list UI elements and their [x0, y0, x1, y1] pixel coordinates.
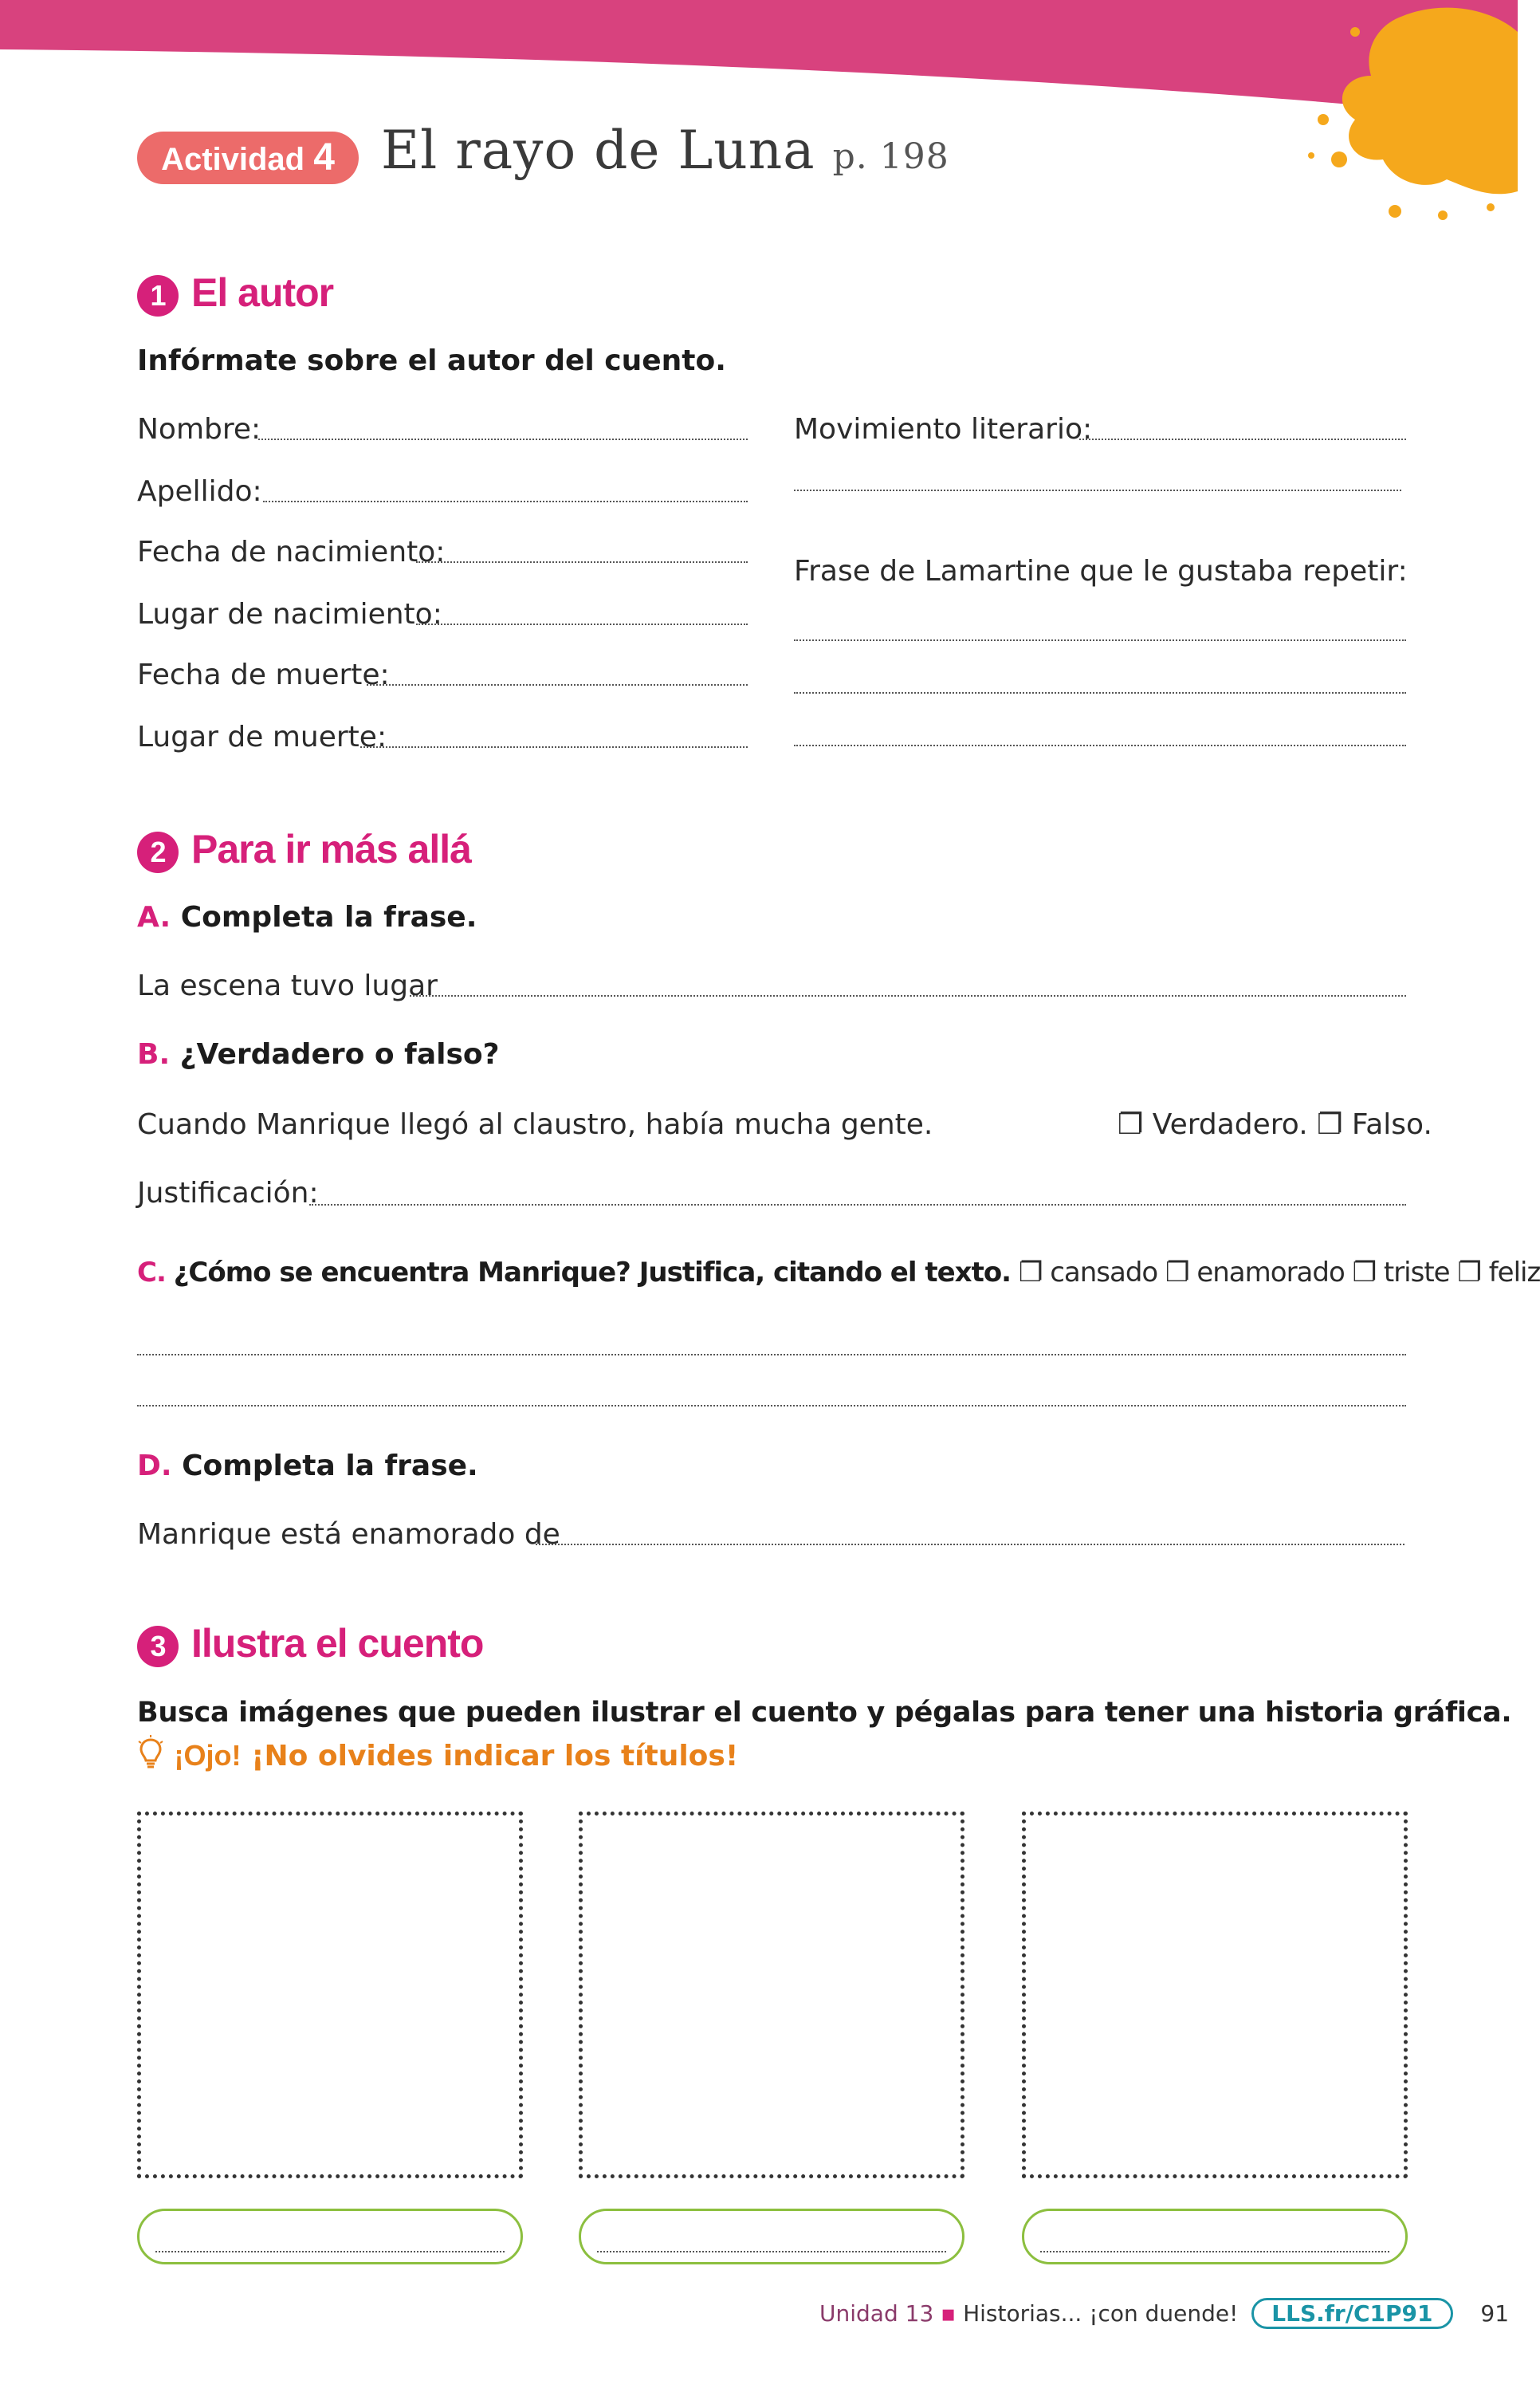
section-3-heading	[137, 1620, 483, 1667]
field-line-frase-1[interactable]	[794, 639, 1406, 641]
question-c-text: ¿Cómo se encuentra Manrique? Justifica, citando el texto.	[173, 1257, 1012, 1288]
field-line-lugar-nacimiento[interactable]	[416, 624, 748, 625]
caption-line-2	[597, 2251, 946, 2252]
section-2-number: 2	[137, 832, 179, 873]
tip-ojo: ¡Ojo!	[174, 1739, 242, 1772]
page-reference: p. 198	[832, 136, 949, 177]
question-a-heading	[137, 901, 477, 934]
checkbox-feliz[interactable]: ❐	[1457, 1257, 1481, 1288]
page-title-text: El rayo de Luna	[381, 120, 815, 181]
field-line-fecha-muerte[interactable]	[367, 684, 748, 686]
question-d-letter: D.	[137, 1450, 172, 1482]
section-3-instruction: Busca imágenes que pueden ilustrar el cuento y pégalas para tener una historia gráfica.	[137, 1697, 1512, 1729]
option-triste-label: triste	[1383, 1257, 1450, 1288]
section-3-tip	[137, 1735, 738, 1772]
option-cansado-label: cansado	[1050, 1257, 1158, 1288]
option-falso-label: Falso.	[1351, 1108, 1432, 1141]
footer	[819, 2298, 1509, 2329]
activity-badge-number: 4	[313, 136, 335, 179]
question-a-answer-line[interactable]	[410, 995, 1406, 997]
field-label-movimiento: Movimiento literario:	[794, 413, 1093, 446]
section-1-instruction: Infórmate sobre el autor del cuento.	[137, 344, 726, 377]
field-label-fecha-nacimiento: Fecha de nacimiento:	[137, 536, 446, 568]
question-b-justification-line[interactable]	[309, 1204, 1406, 1206]
field-line-movimiento[interactable]	[1079, 439, 1406, 440]
question-b-heading	[137, 1038, 500, 1071]
question-b-justification-label: Justificación:	[137, 1177, 319, 1210]
field-line-fecha-nacimiento[interactable]	[416, 561, 748, 563]
field-line-movimiento-2[interactable]	[794, 490, 1401, 491]
section-1-heading	[137, 269, 333, 317]
field-label-fecha-muerte: Fecha de muerte:	[137, 659, 390, 691]
field-line-apellido[interactable]	[263, 501, 748, 502]
image-box-1[interactable]	[137, 1812, 523, 2178]
question-d-heading	[137, 1450, 478, 1482]
page-title	[381, 120, 949, 181]
activity-badge	[137, 132, 359, 184]
caption-field-3[interactable]	[1022, 2209, 1408, 2264]
question-c-answer-line-1[interactable]	[137, 1354, 1406, 1355]
question-d-text: Completa la frase.	[182, 1450, 478, 1482]
question-b-text: ¿Verdadero o falso?	[179, 1038, 500, 1071]
field-line-frase-2[interactable]	[794, 692, 1406, 694]
field-line-nombre[interactable]	[258, 439, 748, 440]
section-1-title: El autor	[191, 270, 334, 315]
question-b-statement: Cuando Manrique llegó al claustro, había mucha gente.	[137, 1108, 933, 1141]
caption-line-3	[1040, 2251, 1389, 2252]
image-box-3[interactable]	[1022, 1812, 1408, 2178]
section-3-title: Ilustra el cuento	[191, 1621, 484, 1666]
question-a-prompt: La escena tuvo lugar	[137, 970, 438, 1002]
footer-subtitle: Historias... ¡con duende!	[963, 2300, 1239, 2327]
checkbox-cansado[interactable]: ❐	[1018, 1257, 1043, 1288]
activity-badge-label: Actividad	[161, 142, 305, 177]
option-enamorado-label: enamorado	[1196, 1257, 1345, 1288]
field-line-frase-3[interactable]	[794, 745, 1406, 746]
section-3-number: 3	[137, 1626, 179, 1667]
caption-field-2[interactable]	[579, 2209, 964, 2264]
footer-page-number: 91	[1480, 2300, 1510, 2327]
question-c-row	[137, 1257, 1540, 1288]
checkbox-enamorado[interactable]: ❐	[1165, 1257, 1189, 1288]
question-a-text: Completa la frase.	[180, 901, 477, 934]
image-box-2[interactable]	[579, 1812, 964, 2178]
question-d-answer-line[interactable]	[536, 1544, 1404, 1545]
section-2-title: Para ir más allá	[191, 827, 471, 871]
checkbox-falso[interactable]: ❐	[1317, 1108, 1343, 1141]
field-label-lugar-muerte: Lugar de muerte:	[137, 721, 387, 753]
option-verdadero-label: Verdadero.	[1152, 1108, 1308, 1141]
question-c-answer-line-2[interactable]	[137, 1405, 1406, 1406]
option-feliz-label: feliz	[1488, 1257, 1540, 1288]
footer-separator: ▪	[941, 2300, 957, 2327]
field-label-nombre: Nombre:	[137, 413, 261, 446]
question-b-letter: B.	[137, 1038, 171, 1071]
field-line-lugar-muerte[interactable]	[360, 746, 748, 748]
paint-splash-decoration	[1307, 0, 1518, 231]
question-c-letter: C.	[137, 1257, 166, 1288]
section-2-heading	[137, 826, 471, 873]
section-1-number: 1	[137, 275, 179, 317]
field-label-apellido: Apellido:	[137, 475, 262, 508]
field-label-frase: Frase de Lamartine que le gustaba repetir:	[794, 555, 1408, 588]
footer-unit: Unidad 13	[819, 2300, 934, 2327]
header-band	[0, 0, 1518, 128]
caption-field-1[interactable]	[137, 2209, 523, 2264]
lightbulb-icon	[137, 1735, 164, 1770]
footer-link[interactable]: LLS.fr/C1P91	[1251, 2298, 1452, 2329]
question-b-options	[1118, 1108, 1432, 1141]
tip-text: ¡No olvides indicar los títulos!	[251, 1740, 739, 1772]
question-d-prompt: Manrique está enamorado de	[137, 1518, 560, 1551]
question-a-letter: A.	[137, 901, 171, 934]
caption-line-1	[155, 2251, 505, 2252]
checkbox-triste[interactable]: ❐	[1352, 1257, 1377, 1288]
checkbox-verdadero[interactable]: ❐	[1118, 1108, 1144, 1141]
field-label-lugar-nacimiento: Lugar de nacimiento:	[137, 598, 442, 631]
